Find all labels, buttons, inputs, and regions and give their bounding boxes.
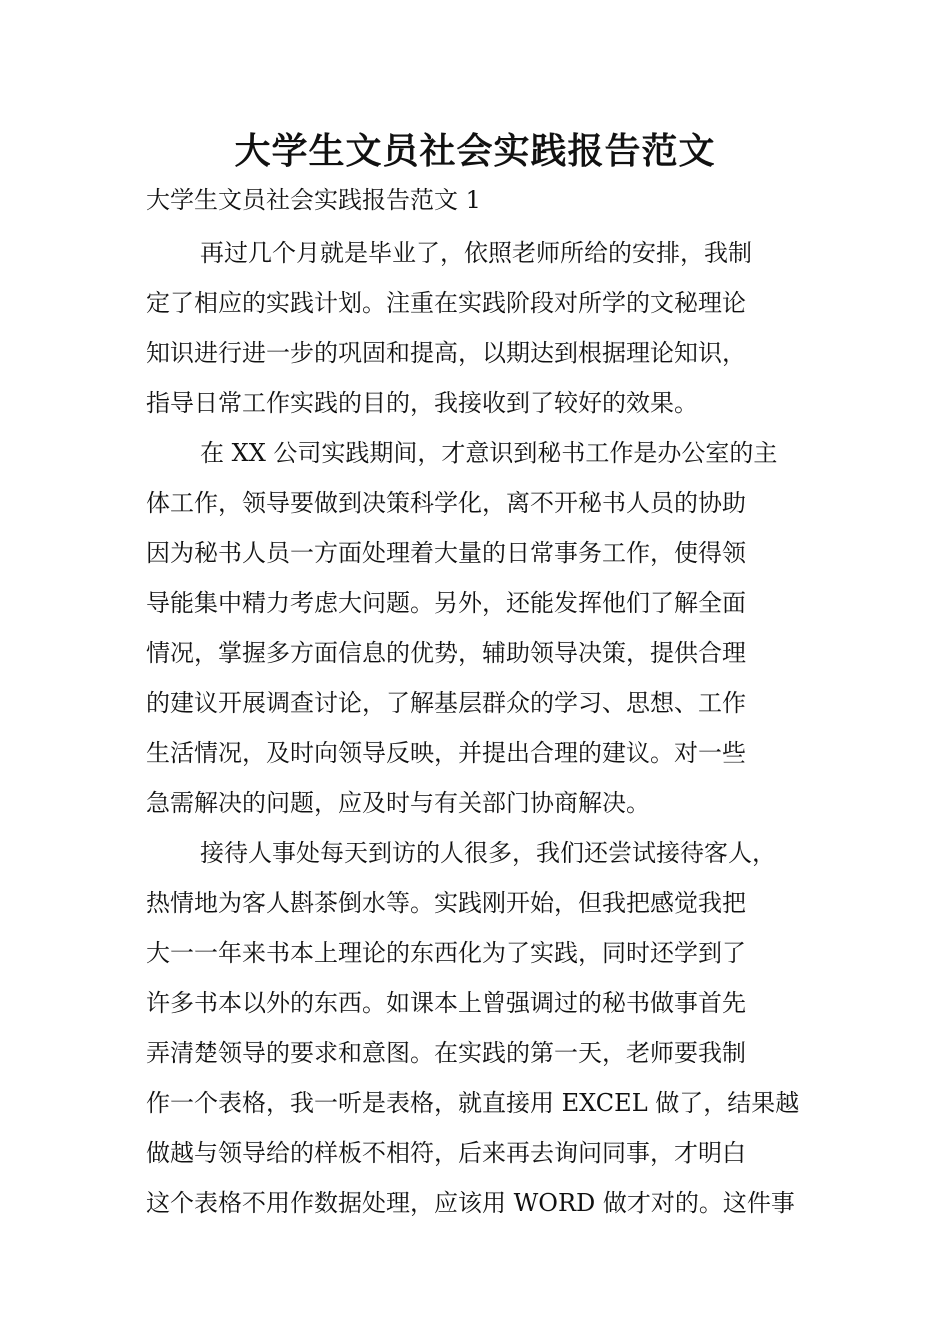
paragraph-line: 大一一年来书本上理论的东西化为了实践，同时还学到了 (146, 939, 746, 967)
paragraph-line: 热情地为客人斟茶倒水等。实践刚开始，但我把感觉我把 (146, 889, 746, 917)
paragraph-line: 知识进行进一步的巩固和提高，以期达到根据理论知识， (146, 339, 746, 367)
paragraph-1 (146, 228, 836, 428)
paragraph-line: 在 XX 公司实践期间，才意识到秘书工作是办公室的主 (200, 439, 778, 467)
paragraph-line: 体工作，领导要做到决策科学化，离不开秘书人员的协助 (146, 489, 746, 517)
paragraph-line: 急需解决的问题，应及时与有关部门协商解决。 (146, 789, 650, 817)
paragraph-line: 再过几个月就是毕业了，依照老师所给的安排，我制 (200, 239, 752, 267)
paragraph-line: 接待人事处每天到访的人很多，我们还尝试接待客人， (200, 839, 776, 867)
paragraph-line: 因为秘书人员一方面处理着大量的日常事务工作，使得领 (146, 539, 746, 567)
paragraph-line: 情况，掌握多方面信息的优势，辅助领导决策，提供合理 (146, 639, 746, 667)
paragraph-line: 的建议开展调查讨论，了解基层群众的学习、思想、工作 (146, 689, 746, 717)
document-body (146, 228, 836, 1228)
paragraph-line: 指导日常工作实践的目的，我接收到了较好的效果。 (146, 389, 698, 417)
document-title: 大学生文员社会实践报告范文 (234, 131, 716, 172)
paragraph-2 (146, 428, 836, 828)
paragraph-3 (146, 828, 836, 1228)
paragraph-line: 许多书本以外的东西。如课本上曾强调过的秘书做事首先 (146, 989, 746, 1017)
paragraph-line: 生活情况，及时向领导反映，并提出合理的建议。对一些 (146, 739, 746, 767)
paragraph-line: 这个表格不用作数据处理，应该用 WORD 做才对的。这件事 (146, 1189, 795, 1217)
paragraph-line: 弄清楚领导的要求和意图。在实践的第一天，老师要我制 (146, 1039, 746, 1067)
paragraph-line: 导能集中精力考虑大问题。另外，还能发挥他们了解全面 (146, 589, 746, 617)
paragraph-line: 作一个表格，我一听是表格，就直接用 EXCEL 做了，结果越 (146, 1089, 800, 1117)
paragraph-line: 定了相应的实践计划。注重在实践阶段对所学的文秘理论 (146, 289, 746, 317)
document-subtitle: 大学生文员社会实践报告范文 1 (146, 186, 481, 214)
paragraph-line: 做越与领导给的样板不相符，后来再去询问同事，才明白 (146, 1139, 746, 1167)
